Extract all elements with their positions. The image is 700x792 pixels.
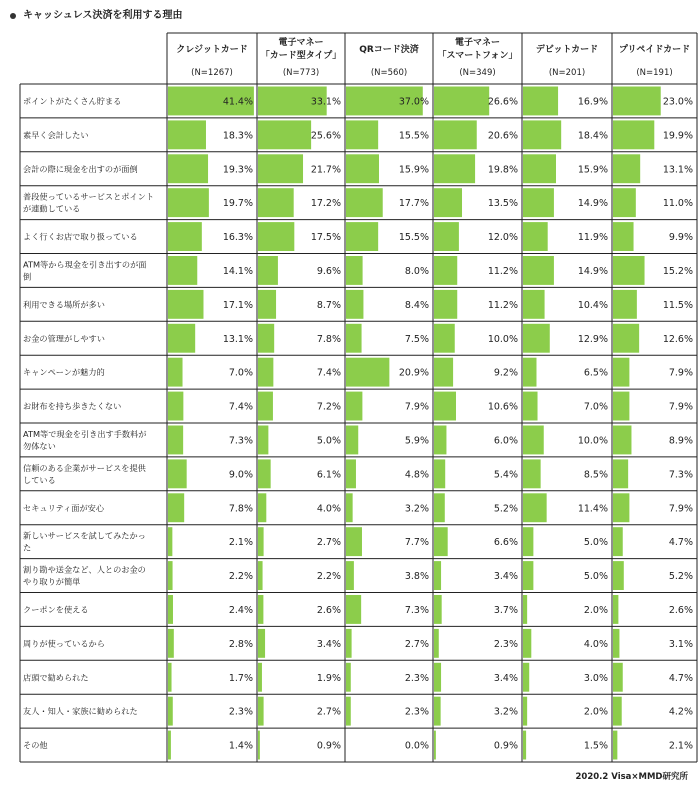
value-label: 4.2% [668, 706, 693, 718]
bar [168, 290, 203, 319]
bar [613, 154, 640, 183]
bar [434, 358, 453, 387]
value-label: 7.5% [404, 333, 429, 345]
value-label: 12.0% [487, 232, 518, 244]
value-label: 11.2% [487, 299, 518, 311]
bar [168, 358, 183, 387]
value-label: 18.3% [222, 130, 253, 142]
value-label: 7.3% [404, 604, 429, 616]
value-label: 8.4% [404, 299, 429, 311]
value-label: 1.5% [583, 740, 608, 752]
value-label: 4.0% [583, 638, 608, 650]
bar [346, 188, 383, 217]
category-label: その他 [23, 740, 48, 751]
bar [434, 392, 456, 421]
bar [523, 290, 545, 319]
bar [168, 256, 197, 285]
value-label: 8.0% [404, 265, 429, 277]
bar [346, 392, 362, 421]
value-label: 5.2% [493, 503, 518, 515]
bar [434, 324, 455, 353]
value-label: 2.0% [583, 604, 608, 616]
bar [523, 324, 550, 353]
value-label: 6.5% [583, 367, 608, 379]
bar [258, 697, 264, 726]
bar [523, 629, 531, 658]
value-label: 9.6% [316, 265, 341, 277]
bar [523, 154, 556, 183]
category-label: 素早く会計したい [23, 129, 89, 140]
bar [613, 731, 617, 760]
value-label: 2.7% [316, 706, 341, 718]
column-header: 電子マネー [278, 38, 324, 48]
value-label: 8.5% [583, 469, 608, 481]
column-sample-size: (N=349) [459, 68, 496, 78]
bar [168, 561, 173, 590]
value-label: 11.4% [577, 503, 608, 515]
bar [523, 493, 547, 522]
bar [434, 561, 441, 590]
bar [434, 154, 475, 183]
value-label: 15.9% [577, 164, 608, 176]
value-label: 3.2% [404, 503, 429, 515]
value-label: 13.1% [222, 333, 253, 345]
bar [346, 527, 362, 556]
bar [258, 426, 268, 455]
bar [613, 629, 619, 658]
value-label: 11.0% [662, 198, 693, 210]
bar [346, 324, 362, 353]
value-label: 3.2% [493, 706, 518, 718]
value-label: 10.4% [577, 299, 608, 311]
value-label: 1.4% [228, 740, 253, 752]
bar [168, 188, 209, 217]
value-label: 17.7% [398, 198, 429, 210]
value-label: 21.7% [310, 164, 341, 176]
bar [168, 595, 173, 624]
bar [523, 561, 533, 590]
bar [523, 426, 544, 455]
value-label: 10.0% [487, 333, 518, 345]
bar [258, 731, 260, 760]
category-label: 店頭で勧められた [23, 672, 89, 683]
bar [346, 459, 356, 488]
bar [613, 493, 629, 522]
value-label: 7.3% [668, 469, 693, 481]
value-label: 37.0% [398, 96, 429, 108]
category-label: た [23, 542, 32, 553]
value-label: 3.1% [668, 638, 693, 650]
value-label: 9.9% [668, 232, 693, 244]
bar [523, 697, 527, 726]
value-label: 17.1% [222, 299, 253, 311]
category-label: 勿体ない [23, 440, 56, 451]
bar [434, 256, 457, 285]
bar [258, 561, 263, 590]
value-label: 9.0% [228, 469, 253, 481]
bar [258, 290, 276, 319]
value-label: 10.0% [577, 435, 608, 447]
bar [523, 595, 527, 624]
bar [168, 324, 195, 353]
category-label: お財布を持ち歩きたくない [23, 401, 122, 412]
bar [523, 358, 536, 387]
value-label: 7.9% [668, 367, 693, 379]
column-sample-size: (N=1267) [191, 68, 233, 78]
bar [434, 731, 436, 760]
bar [258, 663, 262, 692]
value-label: 7.8% [316, 333, 341, 345]
bar [434, 87, 489, 116]
bar [168, 629, 174, 658]
bar [258, 493, 266, 522]
column-header: QRコード決済 [359, 45, 419, 55]
value-label: 0.0% [404, 740, 429, 752]
column-header: デビットカード [535, 45, 599, 55]
bar [613, 324, 639, 353]
column-sample-size: (N=201) [548, 68, 586, 78]
value-label: 2.2% [228, 571, 253, 583]
category-label: 割り勘や送金など、人とのお金の [23, 564, 146, 575]
bar [613, 426, 631, 455]
category-label: ATM等から現金を引き出すのが面 [23, 259, 147, 270]
bar [523, 731, 526, 760]
bar [613, 392, 629, 421]
bar [523, 222, 548, 251]
value-label: 12.6% [662, 333, 693, 345]
bar [434, 290, 457, 319]
value-label: 15.5% [398, 232, 429, 244]
value-label: 15.5% [398, 130, 429, 142]
bar [168, 222, 202, 251]
bar [168, 154, 208, 183]
bar [346, 561, 354, 590]
bar [523, 188, 554, 217]
value-label: 2.7% [316, 537, 341, 549]
bar [613, 595, 618, 624]
bar [258, 324, 274, 353]
bar [523, 663, 529, 692]
bar [346, 120, 378, 149]
value-label: 14.9% [577, 265, 608, 277]
bar [434, 493, 445, 522]
bar [434, 120, 477, 149]
value-label: 33.1% [310, 96, 341, 108]
value-label: 3.8% [404, 571, 429, 583]
bar [346, 629, 352, 658]
value-label: 4.7% [668, 672, 693, 684]
category-label: 信頼のある企業がサービスを提供 [23, 462, 146, 473]
bar [346, 426, 358, 455]
value-label: 6.1% [316, 469, 341, 481]
value-label: 3.0% [583, 672, 608, 684]
value-label: 0.9% [493, 740, 518, 752]
value-label: 41.4% [222, 96, 253, 108]
value-label: 7.9% [404, 401, 429, 413]
value-label: 7.2% [316, 401, 341, 413]
bar [346, 256, 363, 285]
bar [613, 697, 622, 726]
category-label: 周りが使っているから [23, 638, 105, 649]
bar [258, 358, 273, 387]
value-label: 16.3% [222, 232, 253, 244]
value-label: 11.2% [487, 265, 518, 277]
value-label: 4.8% [404, 469, 429, 481]
bar [346, 595, 361, 624]
value-label: 13.1% [662, 164, 693, 176]
bar [168, 697, 173, 726]
bar [434, 188, 462, 217]
value-label: 15.9% [398, 164, 429, 176]
value-label: 7.0% [583, 401, 608, 413]
value-label: 2.7% [404, 638, 429, 650]
value-label: 19.7% [222, 198, 253, 210]
category-label: クーポンを使える [23, 604, 89, 615]
value-label: 25.6% [310, 130, 341, 142]
bar [434, 663, 441, 692]
value-label: 5.2% [668, 571, 693, 583]
bar [168, 392, 183, 421]
value-label: 19.9% [662, 130, 693, 142]
bar [258, 629, 265, 658]
value-label: 7.9% [668, 503, 693, 515]
bar [346, 493, 353, 522]
bar [523, 120, 561, 149]
bar [434, 595, 442, 624]
value-label: 16.9% [577, 96, 608, 108]
value-label: 13.5% [487, 198, 518, 210]
category-label: 新しいサービスを試してみたかっ [23, 530, 146, 541]
bar [613, 290, 637, 319]
column-header: クレジットカード [176, 45, 248, 55]
column-header: 「スマートフォン」 [437, 51, 518, 61]
category-label: が連動している [23, 203, 81, 214]
value-label: 10.6% [487, 401, 518, 413]
value-label: 2.4% [228, 604, 253, 616]
bar [613, 358, 629, 387]
value-label: 11.9% [577, 232, 608, 244]
bar [346, 154, 379, 183]
value-label: 7.3% [228, 435, 253, 447]
column-header: 電子マネー [454, 38, 501, 48]
value-label: 17.2% [310, 198, 341, 210]
value-label: 2.8% [228, 638, 253, 650]
bar [168, 493, 184, 522]
bar [613, 188, 636, 217]
value-label: 5.4% [493, 469, 518, 481]
value-label: 2.3% [404, 672, 429, 684]
value-label: 23.0% [662, 96, 693, 108]
value-label: 2.6% [316, 604, 341, 616]
value-label: 2.3% [493, 638, 518, 650]
bar [523, 527, 533, 556]
bar [258, 595, 263, 624]
value-label: 7.8% [228, 503, 253, 515]
bar [258, 188, 294, 217]
bar [258, 459, 271, 488]
value-label: 12.9% [577, 333, 608, 345]
bar [523, 87, 558, 116]
column-header: プリペイドカード [618, 45, 691, 55]
category-label: 倒 [23, 271, 32, 282]
value-label: 18.4% [577, 130, 608, 142]
bar [258, 120, 311, 149]
value-label: 3.4% [493, 571, 518, 583]
value-label: 5.9% [404, 435, 429, 447]
bar [258, 527, 264, 556]
category-label: ポイントがたくさん貯まる [23, 95, 122, 106]
bar [613, 222, 634, 251]
value-label: 2.6% [668, 604, 693, 616]
category-label: している [23, 474, 56, 485]
value-label: 3.4% [316, 638, 341, 650]
bar [523, 256, 554, 285]
category-label: お金の管理がしやすい [23, 333, 105, 344]
value-label: 15.2% [662, 265, 693, 277]
column-sample-size: (N=773) [282, 68, 320, 78]
bar [613, 256, 645, 285]
bar [613, 561, 624, 590]
category-label: セキュリティ面が安心 [23, 502, 105, 513]
bar [258, 392, 273, 421]
category-label: 会計の際に現金を出すのが面倒 [23, 163, 138, 174]
value-label: 19.3% [222, 164, 253, 176]
bar [434, 527, 448, 556]
category-label: 普段使っているサービスとポイント [23, 191, 155, 202]
value-label: 2.3% [404, 706, 429, 718]
bar [346, 222, 378, 251]
bar [613, 120, 654, 149]
bar [168, 663, 172, 692]
value-label: 19.8% [487, 164, 518, 176]
value-label: 7.7% [404, 537, 429, 549]
bar [613, 459, 628, 488]
source-credit: 2020.2 Visa×MMD研究所 [575, 772, 688, 782]
bar [523, 459, 541, 488]
value-label: 3.4% [493, 672, 518, 684]
bar [258, 256, 278, 285]
column-header: 「カード型タイプ」 [260, 51, 342, 61]
bar [258, 222, 294, 251]
value-label: 1.9% [316, 672, 341, 684]
bar [613, 527, 623, 556]
bar [434, 459, 445, 488]
value-label: 4.7% [668, 537, 693, 549]
chart-title-text: キャッシュレス決済を利用する理由 [23, 10, 183, 21]
value-label: 20.6% [487, 130, 518, 142]
bar [258, 154, 303, 183]
value-label: 4.0% [316, 503, 341, 515]
value-label: 8.9% [668, 435, 693, 447]
bar [168, 731, 171, 760]
bar [346, 663, 351, 692]
value-label: 6.6% [493, 537, 518, 549]
value-label: 5.0% [316, 435, 341, 447]
category-label: やり取りが簡単 [23, 576, 81, 587]
category-label: 利用できる場所が多い [23, 299, 105, 310]
bar [168, 120, 206, 149]
category-label: よく行くお店で取り扱っている [23, 231, 138, 242]
value-label: 9.2% [493, 367, 518, 379]
bar [434, 629, 439, 658]
bar [613, 663, 623, 692]
bar [523, 392, 538, 421]
value-label: 20.9% [398, 367, 429, 379]
bar [346, 697, 351, 726]
value-label: 14.9% [577, 198, 608, 210]
value-label: 8.7% [316, 299, 341, 311]
bar [434, 697, 441, 726]
value-label: 5.0% [583, 537, 608, 549]
value-label: 3.7% [493, 604, 518, 616]
column-sample-size: (N=191) [636, 68, 673, 78]
bar [613, 87, 661, 116]
value-label: 26.6% [487, 96, 518, 108]
value-label: 11.5% [662, 299, 693, 311]
value-label: 0.9% [316, 740, 341, 752]
bar [434, 426, 446, 455]
column-sample-size: (N=560) [370, 68, 408, 78]
value-label: 7.4% [228, 401, 253, 413]
value-label: 7.4% [316, 367, 341, 379]
bar [346, 358, 389, 387]
value-label: 7.9% [668, 401, 693, 413]
value-label: 2.3% [228, 706, 253, 718]
bar [434, 222, 459, 251]
value-label: 14.1% [222, 265, 253, 277]
category-label: ATM等で現金を引き出す手数料が [23, 428, 147, 439]
value-label: 5.0% [583, 571, 608, 583]
bar [168, 527, 172, 556]
value-label: 7.0% [228, 367, 253, 379]
bar [168, 459, 187, 488]
value-label: 2.1% [228, 537, 253, 549]
category-label: 友人・知人・家族に勧められた [23, 706, 138, 717]
value-label: 1.7% [228, 672, 253, 684]
value-label: 2.0% [583, 706, 608, 718]
bar [168, 426, 183, 455]
value-label: 17.5% [310, 232, 341, 244]
value-label: 2.2% [316, 571, 341, 583]
category-label: キャンペーンが魅力的 [23, 367, 105, 378]
value-label: 6.0% [493, 435, 518, 447]
bar [346, 290, 363, 319]
value-label: 2.1% [668, 740, 693, 752]
